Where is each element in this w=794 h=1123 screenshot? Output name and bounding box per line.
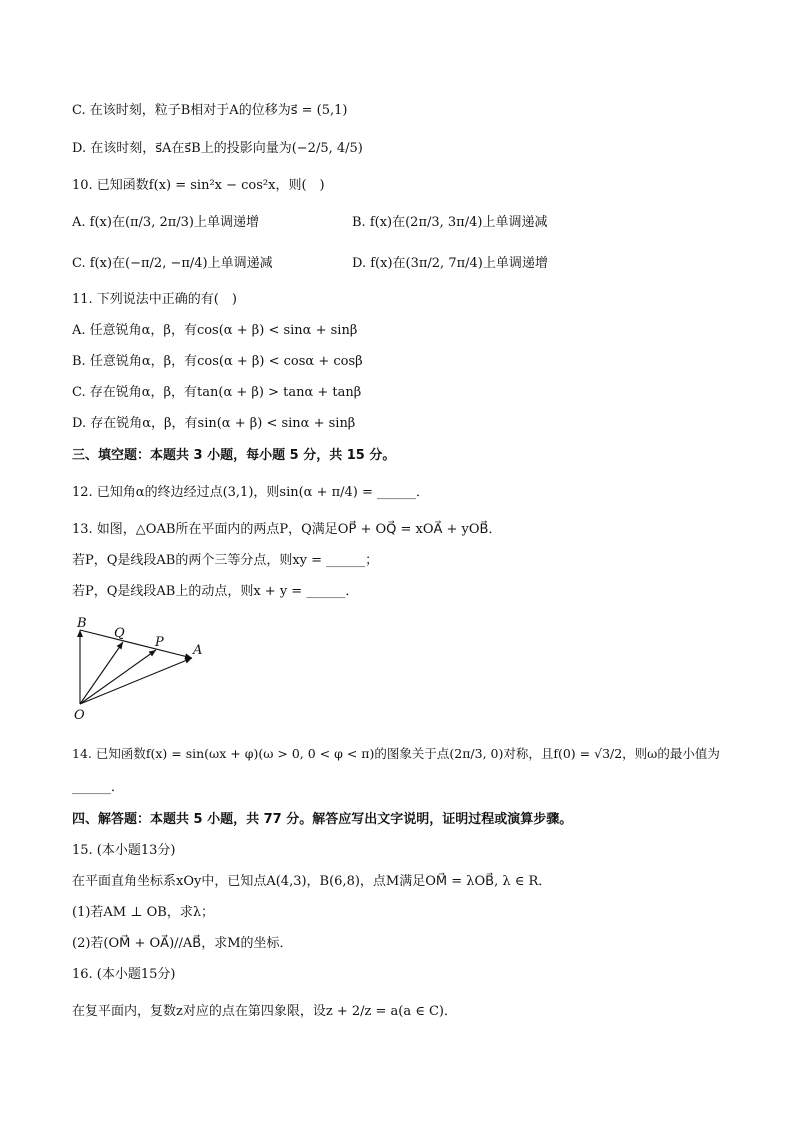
q15-part1: (1)若AM ⊥ OB，求λ； (72, 905, 215, 920)
section-3-heading: 三、填空题：本题共 3 小题，每小题 5 分，共 15 分。 (72, 448, 396, 463)
q10-option-c: C. f(x)在(−π/2, −π/4)上单调递减 (72, 256, 273, 271)
q10-option-b: B. f(x)在(2π/3, 3π/4)上单调递减 (352, 215, 548, 230)
segment-ba (80, 630, 192, 658)
q9-option-c: C. 在该时刻，粒子B相对于A的位移为s⃗ = (5,1) (72, 103, 348, 118)
q12-stem: 12. 已知角α的终边经过点(3,1)，则sin(α + π/4) = ______． (72, 485, 430, 500)
q15-stem: 在平面直角坐标系xOy中，已知点A(4,3)，B(6,8)，点M满足OM⃗ = λOB⃗, λ ∈ R． (72, 874, 552, 889)
q10-stem: 10. 已知函数f(x) = sin²x − cos²x，则( ) (72, 178, 325, 193)
q16-header: 16. (本小题15分) (72, 967, 176, 982)
q14-blank: ______． (72, 780, 125, 795)
q11-option-c: C. 存在锐角α，β，有tan(α + β) > tanα + tanβ (72, 385, 362, 400)
section-4-heading: 四、解答题：本题共 5 小题，共 77 分。解答应写出文字说明，证明过程或演算步骤。 (72, 812, 573, 827)
q11-option-d: D. 存在锐角α，β，有sin(α + β) < sinα + sinβ (72, 416, 356, 431)
label-o: O (74, 708, 85, 722)
label-q: Q (114, 626, 125, 641)
q14-stem: 14. 已知函数f(x) = sin(ωx + φ)(ω > 0, 0 < φ < π)的图象关于点(2π/3, 0)对称，且f(0) = √3/2，则ω的最小值为 (72, 746, 720, 761)
q13-part1: 若P，Q是线段AB的两个三等分点，则xy = ______； (72, 553, 379, 568)
q9-option-d: D. 在该时刻，s⃗A在s⃗B上的投影向量为(−2/5, 4/5) (72, 141, 363, 156)
q13-stem: 13. 如图，△OAB所在平面内的两点P，Q满足OP⃗ + OQ⃗ = xOA⃗ + yOB⃗． (72, 522, 502, 537)
q15-part2: (2)若(OM⃗ + OA⃗)//AB⃗，求M的坐标． (72, 936, 293, 951)
q10-option-a: A. f(x)在(π/3, 2π/3)上单调递增 (72, 215, 260, 230)
label-a: A (193, 643, 203, 658)
q11-option-b: B. 任意锐角α，β，有cos(α + β) < cosα + cosβ (72, 354, 363, 369)
q13-part2: 若P，Q是线段AB上的动点，则x + y = ______． (72, 584, 359, 599)
q11-stem: 11. 下列说法中正确的有( ) (72, 292, 237, 307)
q11-option-a: A. 任意锐角α，β，有cos(α + β) < sinα + sinβ (72, 323, 358, 338)
vector-figure (68, 612, 218, 722)
q15-header: 15. (本小题13分) (72, 843, 176, 858)
vector-oa (80, 658, 192, 704)
q16-stem: 在复平面内，复数z对应的点在第四象限，设z + 2/z = a(a ∈ C)． (72, 1004, 457, 1019)
q10-option-d: D. f(x)在(3π/2, 7π/4)上单调递增 (352, 256, 548, 271)
label-b: B (77, 616, 87, 631)
label-p: P (155, 635, 164, 650)
